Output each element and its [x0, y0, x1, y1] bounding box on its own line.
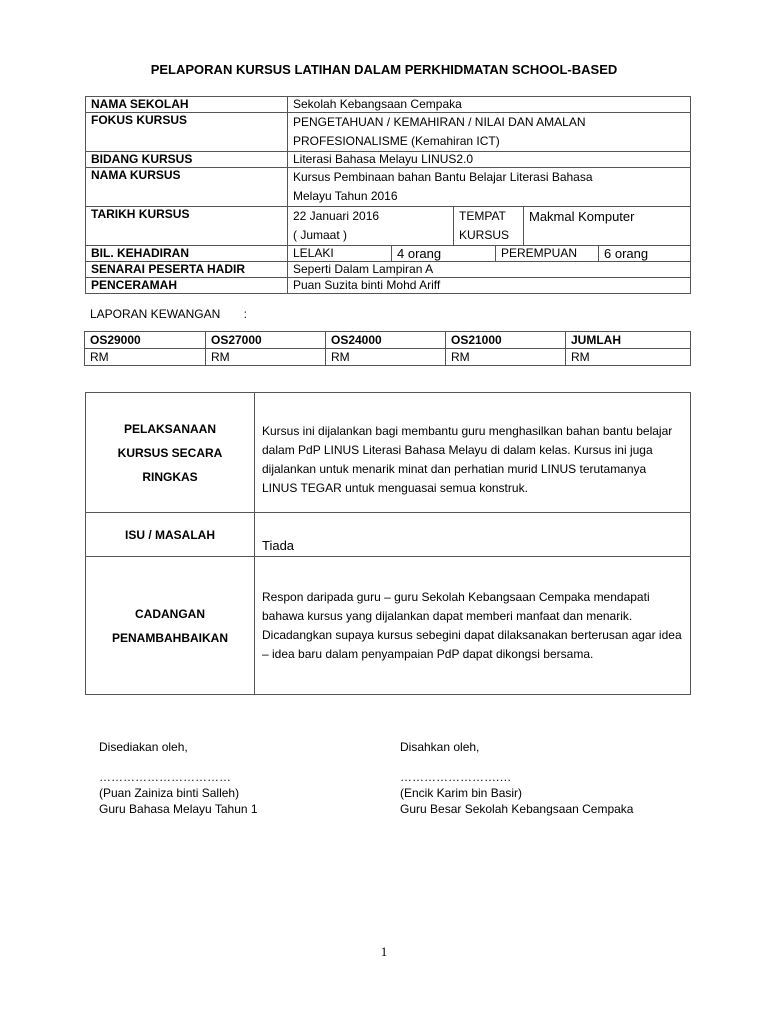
tempat-label-line-1: TEMPAT [459, 209, 506, 223]
kehadiran-inner [288, 246, 690, 261]
finance-header: OS24000 [326, 332, 446, 349]
nama-sekolah-value: Sekolah Kebangsaan Cempaka [288, 97, 691, 113]
table-row [86, 557, 691, 695]
finance-value: RM [326, 349, 446, 366]
document-title: PELAPORAN KURSUS LATIHAN DALAM PERKHIDMATAN SCHOOL-BASED [150, 62, 618, 77]
kehadiran-cell [288, 246, 691, 262]
finance-header: OS29000 [85, 332, 206, 349]
perempuan-count: 6 orang [604, 246, 649, 261]
table-row [85, 349, 691, 366]
perempuan-label: PEREMPUAN [496, 246, 599, 261]
table-row [86, 513, 691, 557]
lelaki-count: 4 orang [392, 246, 496, 261]
finance-value: RM [206, 349, 326, 366]
tarikh-tempat-cell [288, 207, 691, 246]
tempat-value: Makmal Komputer [529, 209, 635, 224]
tarikh-value [288, 207, 454, 245]
approved-by-dots: …………………….… [400, 770, 512, 784]
table-row [86, 393, 691, 513]
kehadiran-label: BIL. KEHADIRAN [86, 246, 288, 262]
pelaksanaan-label-line-1: PELAKSANAAN [123, 421, 216, 436]
table-row [86, 97, 691, 113]
finance-table [84, 331, 691, 366]
nama-kursus-label: NAMA KURSUS [86, 168, 288, 207]
tempat-label [454, 207, 524, 245]
course-summary-table [85, 392, 691, 695]
pelaksanaan-label [86, 393, 255, 513]
fokus-kursus-value [288, 113, 691, 152]
pelaksanaan-label-line-3: RINGKAS [142, 469, 198, 484]
table-row [86, 278, 691, 294]
nama-sekolah-label: NAMA SEKOLAH [86, 97, 288, 113]
senarai-peserta-label: SENARAI PESERTA HADIR [86, 262, 288, 278]
fokus-line-1: PENGETAHUAN / KEMAHIRAN / NILAI DAN AMALAN [293, 115, 586, 129]
approved-by-role: Guru Besar Sekolah Kebangsaan Cempaka [400, 802, 634, 816]
cadangan-label-line-2: PENAMBAHBAIKAN [112, 630, 228, 645]
bidang-kursus-label: BIDANG KURSUS [86, 152, 288, 168]
tempat-label-line-2: KURSUS [459, 228, 510, 242]
table-row [86, 152, 691, 168]
fokus-line-2: PROFESIONALISME (Kemahiran ICT) [293, 134, 500, 148]
isu-masalah-label: ISU / MASALAH [86, 513, 255, 557]
nama-kursus-line-2: Melayu Tahun 2016 [293, 189, 398, 203]
laporan-kewangan-label: LAPORAN KEWANGAN : [90, 307, 247, 321]
finance-header: OS27000 [206, 332, 326, 349]
prepared-by-role: Guru Bahasa Melayu Tahun 1 [99, 802, 258, 816]
senarai-peserta-value: Seperti Dalam Lampiran A [288, 262, 691, 278]
prepared-by-heading: Disediakan oleh, [99, 740, 188, 754]
approved-by-name: (Encik Karim bin Basir) [400, 786, 523, 800]
page-number: 1 [380, 944, 388, 959]
prepared-by-block [99, 739, 258, 817]
penceramah-value: Puan Suzita binti Mohd Ariff [288, 278, 691, 294]
prepared-by-dots: …………………………… [99, 770, 231, 784]
pelaksanaan-text: Kursus ini dijalankan bagi membantu guru menghasilkan bahan bantu belajar dalam PdP LINUS Literasi Bahasa Melayu di dalam kelas. Kursus ini juga dijalankan untuk menarik minat dan perhatian murid LINUS terutamanya LINUS TEGAR untuk menguasai semua konstruk. [255, 393, 691, 513]
table-row [86, 246, 691, 262]
table-row [86, 207, 691, 246]
finance-header: OS21000 [446, 332, 566, 349]
prepared-by-name: (Puan Zainiza binti Salleh) [99, 786, 240, 800]
table-row [85, 332, 691, 349]
nama-kursus-value [288, 168, 691, 207]
tarikh-line-2: ( Jumaat ) [293, 228, 348, 242]
pelaksanaan-label-line-2: KURSUS SECARA [117, 445, 223, 460]
tarikh-tempat-inner [288, 207, 690, 245]
isu-masalah-text: Tiada [255, 513, 691, 557]
fokus-kursus-label: FOKUS KURSUS [86, 113, 288, 152]
penceramah-label: PENCERAMAH [86, 278, 288, 294]
lelaki-label: LELAKI [288, 246, 392, 261]
cadangan-label [86, 557, 255, 695]
table-row [86, 168, 691, 207]
course-info-table [85, 96, 691, 294]
nama-kursus-line-1: Kursus Pembinaan bahan Bantu Belajar Literasi Bahasa [293, 170, 593, 184]
bidang-kursus-value: Literasi Bahasa Melayu LINUS2.0 [288, 152, 691, 168]
cadangan-label-line-1: CADANGAN [135, 606, 205, 621]
table-row [86, 113, 691, 152]
cadangan-text: Respon daripada guru – guru Sekolah Kebangsaan Cempaka mendapati bahawa kursus yang dijalankan dapat memberi manfaat dan menarik. Dicadangkan supaya kursus sebegini dapat dilaksanakan berterusan agar idea – idea baru dalam penyampaian PdP dapat dikongsi bersama. [255, 557, 691, 695]
finance-header: JUMLAH [566, 332, 691, 349]
approved-by-heading: Disahkan oleh, [400, 740, 480, 754]
tarikh-kursus-label: TARIKH KURSUS [86, 207, 288, 246]
finance-value: RM [85, 349, 206, 366]
table-row [86, 262, 691, 278]
finance-value: RM [446, 349, 566, 366]
approved-by-block [400, 739, 633, 817]
finance-value: RM [566, 349, 691, 366]
tarikh-line-1: 22 Januari 2016 [293, 209, 380, 223]
